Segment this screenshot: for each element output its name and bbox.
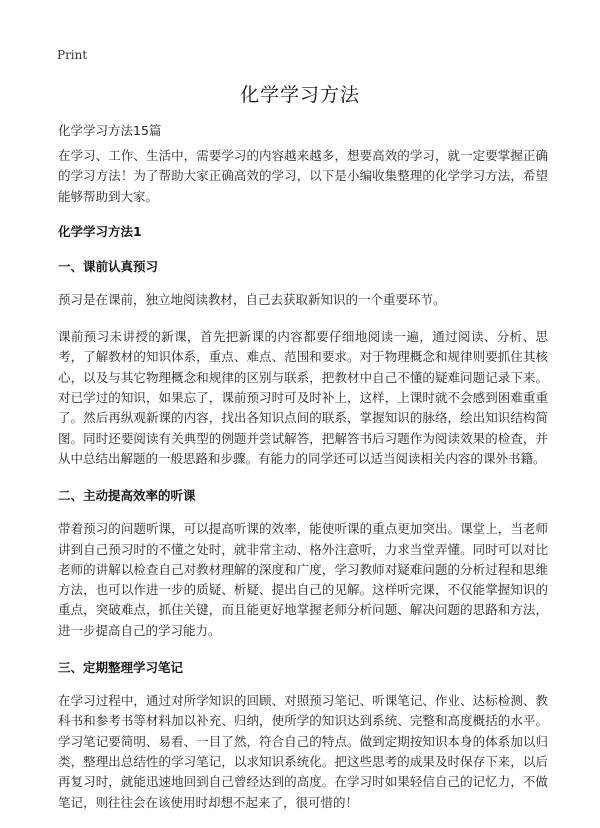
page-title: 化学学习方法 bbox=[239, 84, 360, 106]
article-subtitle: 化学学习方法15篇 bbox=[58, 123, 162, 138]
section-preview bbox=[58, 257, 548, 469]
print-link[interactable]: Print bbox=[57, 48, 88, 62]
intro-paragraph: 在学习、工作、生活中，需要学习的内容越来越多，想要高效的学习，就一定要掌握正确的学习方法！为了帮助大家正确高效的学习，以下是小编收集整理的化学学习方法，希望能够帮助到大家。 bbox=[58, 148, 548, 204]
section-paragraph: 预习是在课前，独立地阅读教材，自己去获取新知识的一个重要环节。 bbox=[58, 291, 446, 307]
section-notes bbox=[58, 658, 548, 813]
section-heading: 二、主动提高效率的听课 bbox=[58, 488, 196, 504]
section-paragraph: 在学习过程中，通过对所学知识的回顾、对照预习笔记、听课笔记、作业、达标检测、教科书和参考书等材料加以补充、归纳，使所学的知识达到系统、完整和高度概括的水平。学习笔记要简明、易看、一目了然，符合自己的特点。做到定期按知识本身的体系加以归类，整理出总结性的学习笔记，以求知识系统化。把这些思考的成果及时保存下来，以后再复习时，就能迅速地回到自己曾经达到的高度。在学习时如果轻信自己的记忆力，不做笔记，则往往会在该使用时却想不起来了，很可惜的！ bbox=[58, 693, 548, 810]
section-heading: 一、课前认真预习 bbox=[58, 258, 159, 274]
section-paragraph: 课前预习未讲授的新课，首先把新课的内容都要仔细地阅读一遍，通过阅读、分析、思考，了解教材的知识体系，重点、难点、范围和要求。对于物理概念和规律则要抓住其核心，以及与其它物理概念和规律的区别与联系，把教材中自己不懂的疑难问题记录下来。对已学过的知识，如果忘了，课前预习时可及时补上，这样，上课时就不会感到困难重重了。然后再纵观新课的内容，找出各知识点间的联系，掌握知识的脉络，绘出知识结构简图。同时还要阅读有关典型的例题并尝试解答，把解答书后习题作为阅读效果的检查，并从中总结出解题的一般思路和步骤。有能力的同学还可以适当阅读相关内容的课外书籍。 bbox=[58, 329, 548, 466]
section-listening bbox=[58, 486, 548, 641]
section-heading: 三、定期整理学习笔记 bbox=[58, 660, 184, 676]
section-paragraph: 带着预习的问题听课，可以提高听课的效率，能使听课的重点更加突出。课堂上，当老师讲到自己预习时的不懂之处时，就非常主动、格外注意听，力求当堂弄懂。同时可以对比老师的讲解以检查自己对教材理解的深度和广度，学习教师对疑难问题的分析过程和思维方法，也可以作进一步的质疑、析疑、提出自己的见解。这样听完课，不仅能掌握知识的重点，突破难点，抓住关键，而且能更好地掌握老师分析问题、解决问题的思路和方法，进一步提高自己的学习能力。 bbox=[58, 521, 548, 638]
method-heading: 化学学习方法1 bbox=[58, 223, 142, 239]
article-body bbox=[58, 146, 548, 813]
